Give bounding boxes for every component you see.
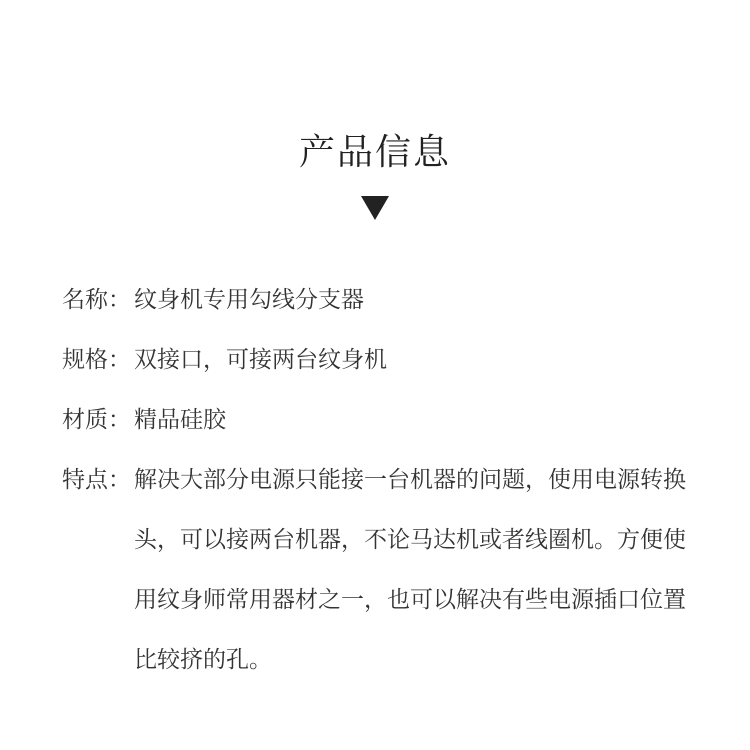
info-value-spec: 双接口，可接两台纹身机 bbox=[134, 347, 387, 373]
info-label-features: 特点： bbox=[62, 467, 131, 493]
info-row-material bbox=[62, 390, 702, 450]
info-value-name: 纹身机专用勾线分支器 bbox=[134, 287, 364, 313]
info-value-material: 精品硅胶 bbox=[134, 407, 226, 433]
down-triangle-icon bbox=[361, 196, 389, 220]
info-row-spec bbox=[62, 330, 702, 390]
info-row-name bbox=[62, 270, 702, 330]
info-label-spec: 规格： bbox=[62, 347, 131, 373]
page-title: 产品信息 bbox=[298, 132, 451, 173]
product-info-list bbox=[62, 270, 702, 690]
info-label-name: 名称： bbox=[62, 287, 131, 313]
info-value-features: 解决大部分电源只能接一台机器的问题，使用电源转换头，可以接两台机器，不论马达机或者线圈机。方便使用纹身师常用器材之一，也可以解决有些电源插口位置比较挤的孔。 bbox=[134, 467, 686, 673]
info-label-material: 材质： bbox=[62, 407, 131, 433]
info-row-features bbox=[62, 450, 702, 690]
